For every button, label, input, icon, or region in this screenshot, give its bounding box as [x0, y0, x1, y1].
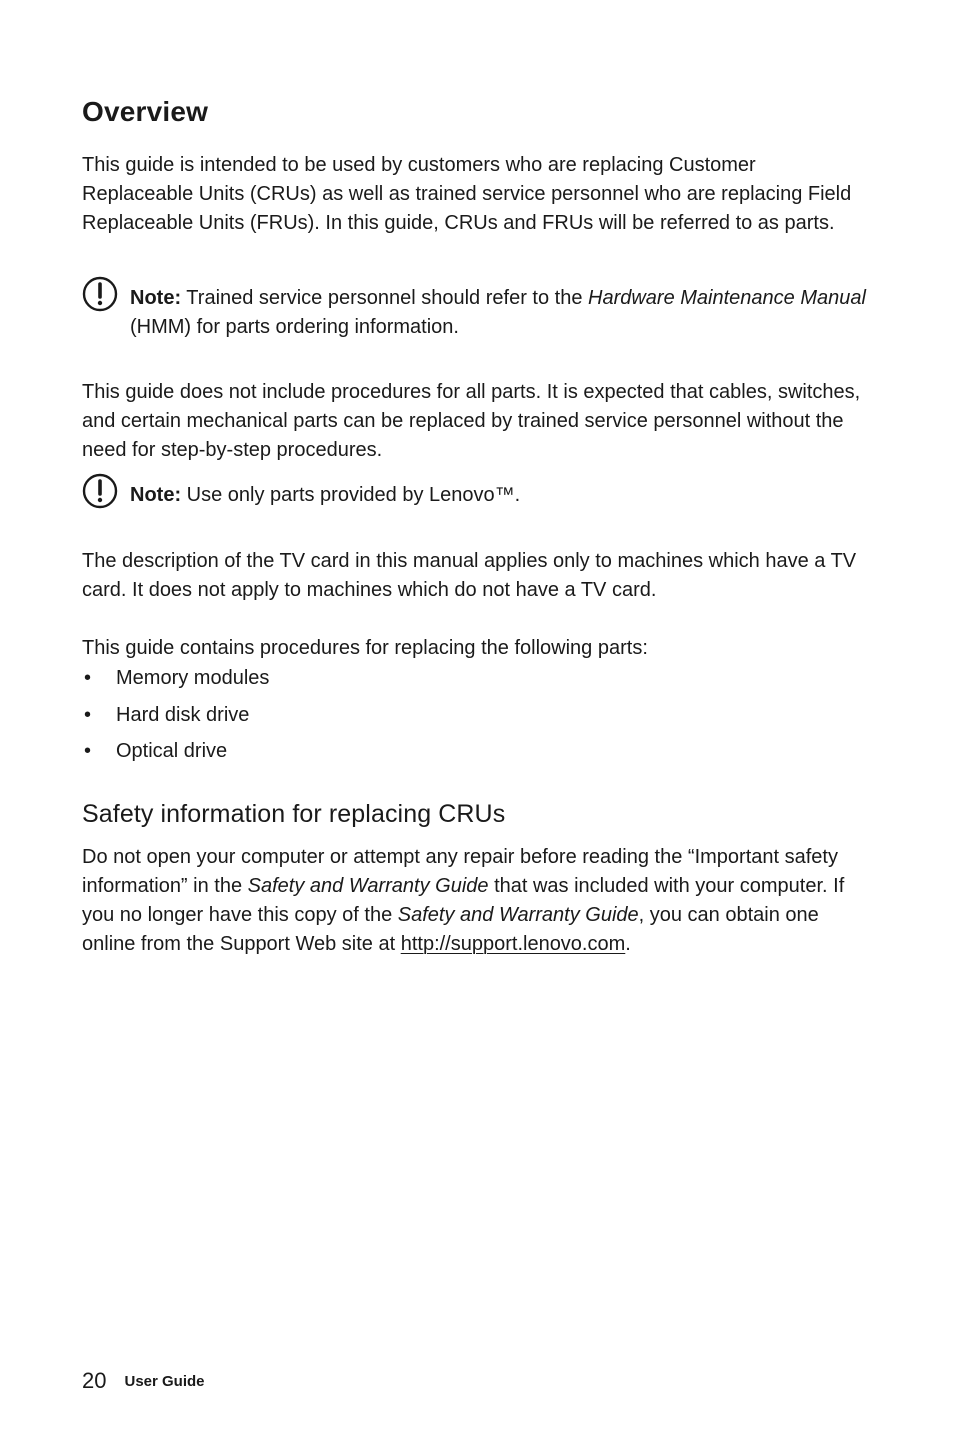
list-item: • Optical drive: [82, 737, 269, 774]
note-text: [130, 481, 872, 510]
tv-card-paragraph: The description of the TV card in this manual applies only to machines which have a TV card. It does not apply to machines which do not have a TV card.: [82, 550, 857, 601]
intro-paragraph: This guide is intended to be used by customers who are replacing Customer Replaceable Units (CRUs) as well as trained service personnel who are replacing Field Replaceable Units (FRUs). In this guide, CRUs and FRUs will be referred to as parts.: [82, 154, 852, 234]
safety-text: that was included with your computer. If you no longer have this copy of the: [82, 875, 845, 926]
section-heading: Safety information for replacing CRUs: [82, 800, 506, 828]
note-body: Trained service personnel should refer to the: [181, 287, 589, 309]
page-footer: [82, 1366, 205, 1397]
note-label: Note:: [130, 287, 182, 309]
guide-title: Safety and Warranty Guide: [397, 904, 639, 926]
guide-title: Safety and Warranty Guide: [247, 875, 489, 897]
safety-text: .: [625, 933, 631, 955]
parts-intro: This guide contains procedures for replacing the following parts:: [82, 637, 648, 659]
note-label: Note:: [130, 484, 182, 506]
list-item: • Hard disk drive: [82, 701, 269, 738]
note-lenovo-parts: [82, 481, 872, 510]
page-number: 20: [82, 1368, 107, 1393]
safety-text: , you can obtain one online from the Support Web site at: [82, 904, 819, 955]
list-item: • Memory modules: [82, 664, 269, 701]
support-link[interactable]: http://support.lenovo.com: [400, 933, 626, 955]
page-title: Overview: [82, 96, 209, 127]
note-hmm: [82, 284, 872, 342]
attention-icon: [82, 473, 118, 509]
parts-list: [82, 664, 269, 774]
note-text: [130, 284, 872, 342]
attention-icon: [82, 276, 118, 312]
note-body: Use only parts provided by Lenovo™.: [181, 484, 521, 506]
hmm-title: Hardware Maintenance Manual: [588, 287, 866, 309]
footer-label: User Guide: [124, 1373, 205, 1390]
safety-text: Do not open your computer or attempt any repair before reading the “Important safety information” in the: [82, 846, 838, 897]
procedures-paragraph: This guide does not include procedures for all parts. It is expected that cables, switches, and certain mechanical parts can be replaced by trained service personnel without the need for step-by-step procedures.: [82, 381, 861, 461]
note-body-end: (HMM) for parts ordering information.: [130, 316, 459, 338]
safety-paragraph: [82, 843, 867, 959]
